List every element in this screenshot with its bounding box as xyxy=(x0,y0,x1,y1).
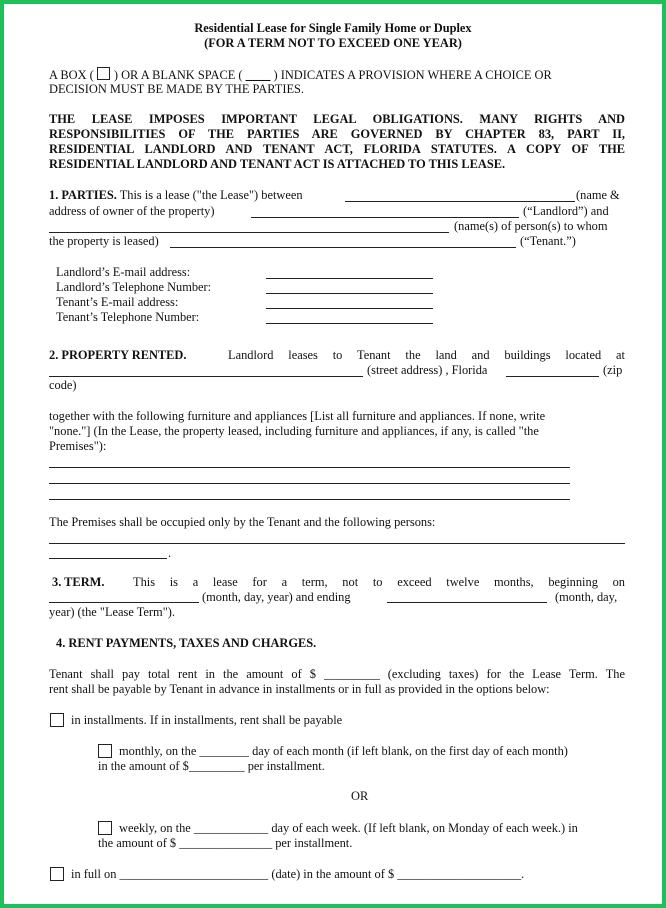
or-separator: OR xyxy=(351,789,369,803)
landlord-email-label: Landlord’s E-mail address: xyxy=(56,265,191,279)
property-heading: 2. PROPERTY RENTED. xyxy=(49,348,187,362)
lease-document xyxy=(8,8,658,900)
zip-blank[interactable] xyxy=(506,376,599,377)
occupants-text: The Premises shall be occupied only by the Tenant and the following persons: xyxy=(49,515,436,529)
rent-text: rent shall be payable by Tenant in advance in installments or in full as provided in the options below: xyxy=(49,682,550,696)
notice-line: RESIDENTIAL LANDLORD AND TENANT ACT, FLORIDA STATUTES. A COPY OF THE xyxy=(49,142,625,156)
parties-text: (“Tenant.”) xyxy=(520,234,576,248)
landlord-name-blank[interactable] xyxy=(345,201,575,202)
weekly-checkbox[interactable] xyxy=(98,821,112,835)
term-text: (month, day, xyxy=(555,590,618,604)
occupants-line[interactable] xyxy=(49,558,167,559)
monthly-label: monthly, on the ________ day of each month (if left blank, on the first day of each month) xyxy=(119,744,568,758)
intro-text: A BOX ( xyxy=(49,68,94,82)
property-text: code) xyxy=(49,378,77,392)
parties-text: (“Landlord”) and xyxy=(523,204,609,218)
property-text: (zip xyxy=(603,363,623,377)
term-text: This is a lease for a term, not to exceed twelve months, beginning on xyxy=(133,575,625,589)
checkbox-symbol-icon xyxy=(97,67,110,80)
weekly-label: weekly, on the ____________ day of each week. (If left blank, on Monday of each week.) in xyxy=(119,821,578,835)
tenant-email-label: Tenant’s E-mail address: xyxy=(56,295,179,309)
installments-label: in installments. If in installments, rent shall be payable xyxy=(71,713,343,727)
street-address-blank[interactable] xyxy=(49,376,363,377)
landlord-phone-label: Landlord’s Telephone Number: xyxy=(56,280,212,294)
monthly-checkbox[interactable] xyxy=(98,744,112,758)
period: . xyxy=(168,546,172,560)
parties-heading: 1. PARTIES. xyxy=(49,188,117,202)
notice-line: RESIDENTIAL LANDLORD AND TENANT ACT IS ATTACHED TO THIS LEASE. xyxy=(49,157,506,171)
property-text: (street address) , Florida xyxy=(367,363,488,377)
parties-text: This is a lease ("the Lease") between xyxy=(119,188,303,202)
rent-heading: 4. RENT PAYMENTS, TAXES AND CHARGES. xyxy=(56,636,317,650)
term-text: year) (the "Lease Term"). xyxy=(49,605,175,619)
intro-text: ) OR A BLANK SPACE ( xyxy=(113,68,243,82)
furniture-text: "none."] (In the Lease, the property leased, including furniture and appliances, if any, is called "the xyxy=(49,424,539,438)
parties-text: (name & xyxy=(576,188,620,202)
installments-checkbox[interactable] xyxy=(50,713,64,727)
parties-text: address of owner of the property) xyxy=(49,204,215,218)
intro-text: ) INDICATES A PROVISION WHERE A CHOICE OR xyxy=(273,68,552,82)
parties-text: the property is leased) xyxy=(49,234,159,248)
landlord-phone-field[interactable] xyxy=(266,293,433,294)
title-line-2: (FOR A TERM NOT TO EXCEED ONE YEAR) xyxy=(204,36,462,50)
landlord-email-field[interactable] xyxy=(266,278,433,279)
notice-line: THE LEASE IMPOSES IMPORTANT LEGAL OBLIGATIONS. MANY RIGHTS AND xyxy=(49,112,625,126)
furniture-line[interactable] xyxy=(49,467,570,468)
furniture-line[interactable] xyxy=(49,499,570,500)
term-text: (month, day, year) and ending xyxy=(202,590,351,604)
parties-heading-line xyxy=(49,188,303,203)
term-start-blank[interactable] xyxy=(49,602,199,603)
landlord-address-blank[interactable] xyxy=(251,217,519,218)
monthly-amount: in the amount of $_________ per installment. xyxy=(98,759,325,773)
title-line-1: Residential Lease for Single Family Home or Duplex xyxy=(194,21,472,35)
property-text: Landlord leases to Tenant the land and buildings located at xyxy=(228,348,625,362)
intro-line-1 xyxy=(49,67,625,83)
furniture-line[interactable] xyxy=(49,483,570,484)
full-payment-label: in full on ________________________ (date) in the amount of $ ____________________. xyxy=(71,867,525,881)
rent-text: Tenant shall pay total rent in the amount of $ _________ (excluding taxes) for the Lease Term. The xyxy=(49,667,625,681)
term-heading: 3. TERM. xyxy=(52,575,105,589)
tenant-name-blank[interactable] xyxy=(49,232,449,233)
notice-line: RESPONSIBILITIES OF THE PARTIES ARE GOVERNED BY CHAPTER 83, PART II, xyxy=(49,127,625,141)
tenant-phone-label: Tenant’s Telephone Number: xyxy=(56,310,200,324)
tenant-email-field[interactable] xyxy=(266,308,433,309)
tenant-name-blank-2[interactable] xyxy=(170,247,516,248)
intro-line-2: DECISION MUST BE MADE BY THE PARTIES. xyxy=(49,82,305,96)
tenant-phone-field[interactable] xyxy=(266,323,433,324)
blank-symbol: ____ xyxy=(245,68,271,82)
term-end-blank[interactable] xyxy=(387,602,547,603)
full-payment-checkbox[interactable] xyxy=(50,867,64,881)
parties-text: (name(s) of person(s) to whom xyxy=(454,219,608,233)
furniture-text: Premises"): xyxy=(49,439,107,453)
furniture-text: together with the following furniture and appliances [List all furniture and appliances. If none, write xyxy=(49,409,546,423)
occupants-line[interactable] xyxy=(49,543,625,544)
weekly-amount: the amount of $ _______________ per installment. xyxy=(98,836,353,850)
